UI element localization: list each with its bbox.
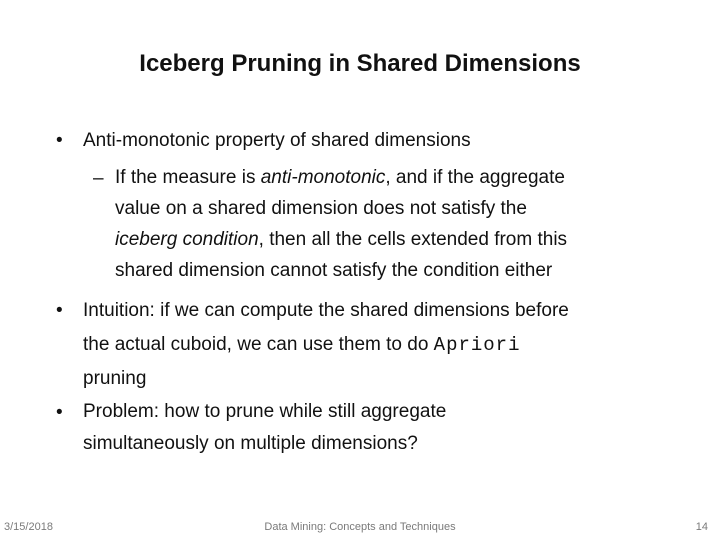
problem-line-b: simultaneously on multiple dimensions? xyxy=(83,433,418,454)
sub-text-g: shared dimension cannot satisfy the condition either xyxy=(115,260,553,281)
apriori-code: Apriori xyxy=(433,334,521,356)
sub-text-c: , and if the aggregate xyxy=(385,167,565,188)
sub-text-emphasis-anti-monotonic: anti-monotonic xyxy=(260,167,386,188)
footer-page-number: 14 xyxy=(695,521,708,533)
sub-text-d: value on a shared dimension does not satisfy the xyxy=(115,198,527,219)
sub-text-emphasis-iceberg: iceberg condition xyxy=(115,229,259,250)
problem-line-a: Problem: how to prune while still aggregate xyxy=(83,401,447,422)
sub-text-a: If the measure is xyxy=(115,167,261,188)
bullet-marker: • xyxy=(56,402,63,423)
bullet-text: Anti-monotonic property of shared dimensions xyxy=(83,130,471,151)
bullet-marker: • xyxy=(56,130,63,151)
footer-title: Data Mining: Concepts and Techniques xyxy=(264,521,456,533)
bullet-text xyxy=(83,294,683,396)
bullet-marker: • xyxy=(56,300,63,321)
footer-date: 3/15/2018 xyxy=(4,521,53,533)
sub-bullet-text xyxy=(115,162,675,286)
sub-text-f: , then all the cells extended from this xyxy=(258,229,568,250)
intuition-line-d: pruning xyxy=(83,368,147,389)
slide-title: Iceberg Pruning in Shared Dimensions xyxy=(139,50,581,77)
intuition-line-a: Intuition: if we can compute the shared dimensions before xyxy=(83,300,569,321)
bullet-text xyxy=(83,396,683,460)
intuition-line-b: the actual cuboid, we can use them to do xyxy=(83,334,434,355)
dash-marker: – xyxy=(93,168,104,189)
